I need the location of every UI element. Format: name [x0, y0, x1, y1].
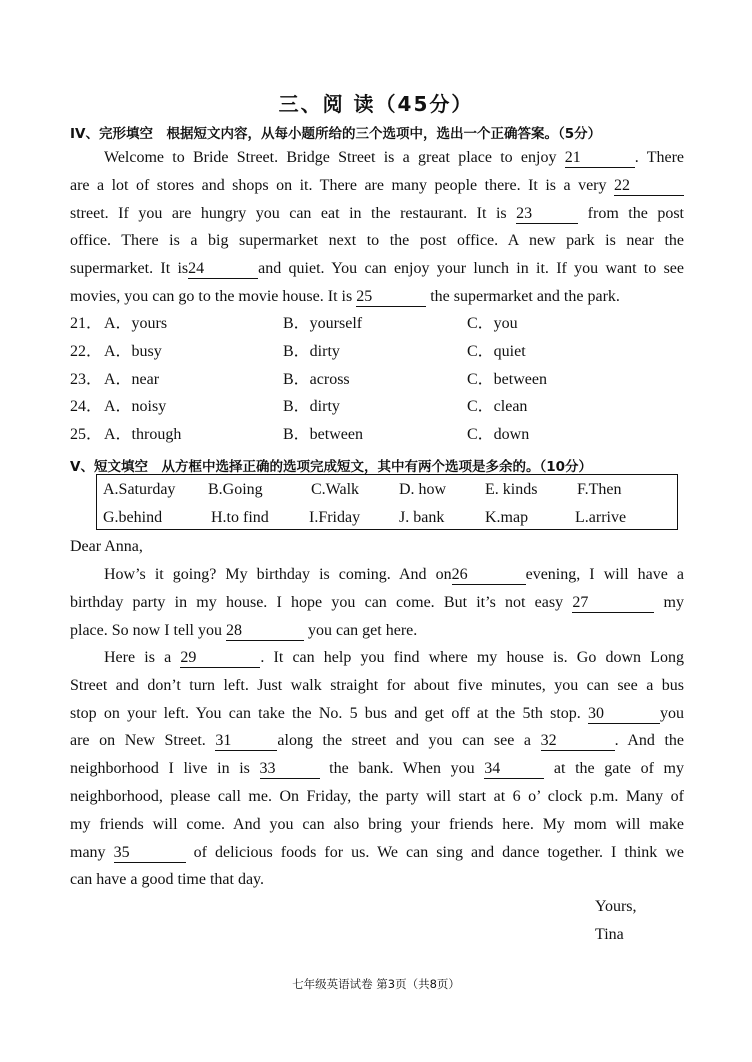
word-option: H.to find: [211, 509, 269, 526]
option-a[interactable]: A．busy: [104, 342, 162, 360]
blank-30[interactable]: 30: [588, 705, 660, 724]
blank-27[interactable]: 27: [572, 594, 654, 613]
option-b[interactable]: B．yourself: [283, 315, 363, 332]
option-c[interactable]: C．you: [467, 315, 518, 332]
option-b[interactable]: B．across: [283, 370, 350, 388]
passage-line: Welcome to Bride Street. Bridge Street is a great place to enjoy 21 . There: [104, 149, 685, 166]
option-c[interactable]: C．down: [467, 426, 530, 444]
letter-line: can have a good time that day.: [70, 871, 264, 889]
option-c[interactable]: C．clean: [467, 398, 528, 416]
blank-29[interactable]: 29: [180, 649, 260, 668]
passage-line: movies, you can go to the movie house. It is 25 the supermarket and the park.: [70, 287, 620, 305]
word-option: F.Then: [577, 481, 622, 498]
word-option: B.Going: [208, 481, 263, 498]
word-box: [96, 474, 678, 530]
question-number: 22．: [70, 342, 103, 360]
option-a[interactable]: A．yours: [104, 315, 168, 332]
passage-line: supermarket. It is24 and quiet. You can enjoy your lunch in it. If you want to see: [70, 260, 685, 278]
word-option: J. bank: [399, 509, 445, 526]
blank-24[interactable]: 24: [188, 260, 258, 279]
letter-line: are on New Street. 31 along the street and you can see a 32 . And the: [70, 732, 685, 750]
word-option: E. kinds: [485, 481, 538, 498]
letter-line: my friends will come. And you can also bring your friends here. My mom will make: [70, 815, 684, 833]
blank-22[interactable]: 22: [614, 177, 684, 196]
section5-heading: V、短文填空 从方框中选择正确的选项完成短文，其中有两个选项是多余的。（10分）: [70, 459, 592, 475]
blank-25[interactable]: 25: [356, 288, 426, 307]
letter-line: place. So now I tell you 28 you can get here.: [70, 621, 418, 639]
letter-closing: Yours,: [595, 898, 637, 915]
letter-signature: Tina: [595, 926, 624, 943]
question-number: 25．: [70, 426, 103, 444]
option-b[interactable]: B．dirty: [283, 342, 340, 360]
option-c[interactable]: C．between: [467, 370, 547, 388]
blank-23[interactable]: 23: [516, 205, 578, 224]
blank-31[interactable]: 31: [215, 732, 277, 751]
cloze-passage: [70, 144, 684, 311]
blank-26[interactable]: 26: [452, 566, 526, 585]
option-a[interactable]: A．near: [104, 370, 160, 388]
question-number: 21．: [70, 315, 103, 332]
letter-line: Here is a 29 . It can help you find where my house is. Go down Long: [104, 649, 684, 666]
letter-line: neighborhood, please call me. On Friday, the party will start at 6 o’ clock p.m. Many of: [70, 787, 684, 805]
blank-28[interactable]: 28: [226, 622, 304, 641]
page-footer: 七年级英语试卷 第3页（共8页）: [292, 977, 460, 991]
blank-33[interactable]: 33: [260, 760, 320, 779]
option-a[interactable]: A．through: [104, 426, 182, 444]
option-b[interactable]: B．dirty: [283, 398, 340, 416]
option-a[interactable]: A．noisy: [104, 398, 167, 416]
option-c[interactable]: C．quiet: [467, 342, 526, 360]
option-b[interactable]: B．between: [283, 426, 363, 444]
word-option: K.map: [485, 509, 529, 526]
passage-line: are a lot of stores and shops on it. There are many people there. It is a very 22: [70, 172, 684, 200]
letter-line: How’s it going? My birthday is coming. And on26 evening, I will have a: [104, 566, 685, 583]
letter-paragraph-2: [70, 644, 684, 894]
word-option: I.Friday: [309, 509, 361, 526]
blank-34[interactable]: 34: [484, 760, 544, 779]
question-number: 23．: [70, 370, 103, 388]
blank-21[interactable]: 21: [565, 149, 635, 168]
word-option: G.behind: [103, 509, 163, 526]
word-option: D. how: [399, 481, 447, 498]
letter-paragraph-1: [70, 561, 684, 644]
letter-line: stop on your left. You can take the No. 5 bus and get off at the 5th stop. 30 you: [70, 704, 684, 722]
word-option: L.arrive: [575, 509, 627, 526]
section-title: 三、阅 读（45分）: [278, 92, 474, 116]
passage-line: office. There is a big supermarket next to the post office. A new park is near the: [70, 232, 684, 250]
letter-line: birthday party in my house. I hope you can come. But it’s not easy 27 my: [70, 593, 684, 611]
letter-line: many 35 of delicious foods for us. We can sing and dance together. I think we: [70, 843, 685, 861]
word-option: C.Walk: [311, 481, 360, 498]
letter-line: neighborhood I live in is 33 the bank. When you 34 at the gate of my: [70, 760, 684, 778]
blank-35[interactable]: 35: [114, 844, 186, 863]
word-option: A.Saturday: [103, 481, 176, 498]
letter-line: Street and don’t turn left. Just walk straight for about five minutes, you can see a bus: [70, 676, 684, 694]
letter-greeting: Dear Anna,: [70, 538, 143, 555]
blank-32[interactable]: 32: [541, 732, 615, 751]
passage-line: street. If you are hungry you can eat in the restaurant. It is 23 from the post: [70, 204, 685, 222]
question-number: 24．: [70, 398, 103, 416]
section4-heading: IV、完形填空 根据短文内容，从每小题所给的三个选项中，选出一个正确答案。（5分）: [70, 126, 602, 142]
